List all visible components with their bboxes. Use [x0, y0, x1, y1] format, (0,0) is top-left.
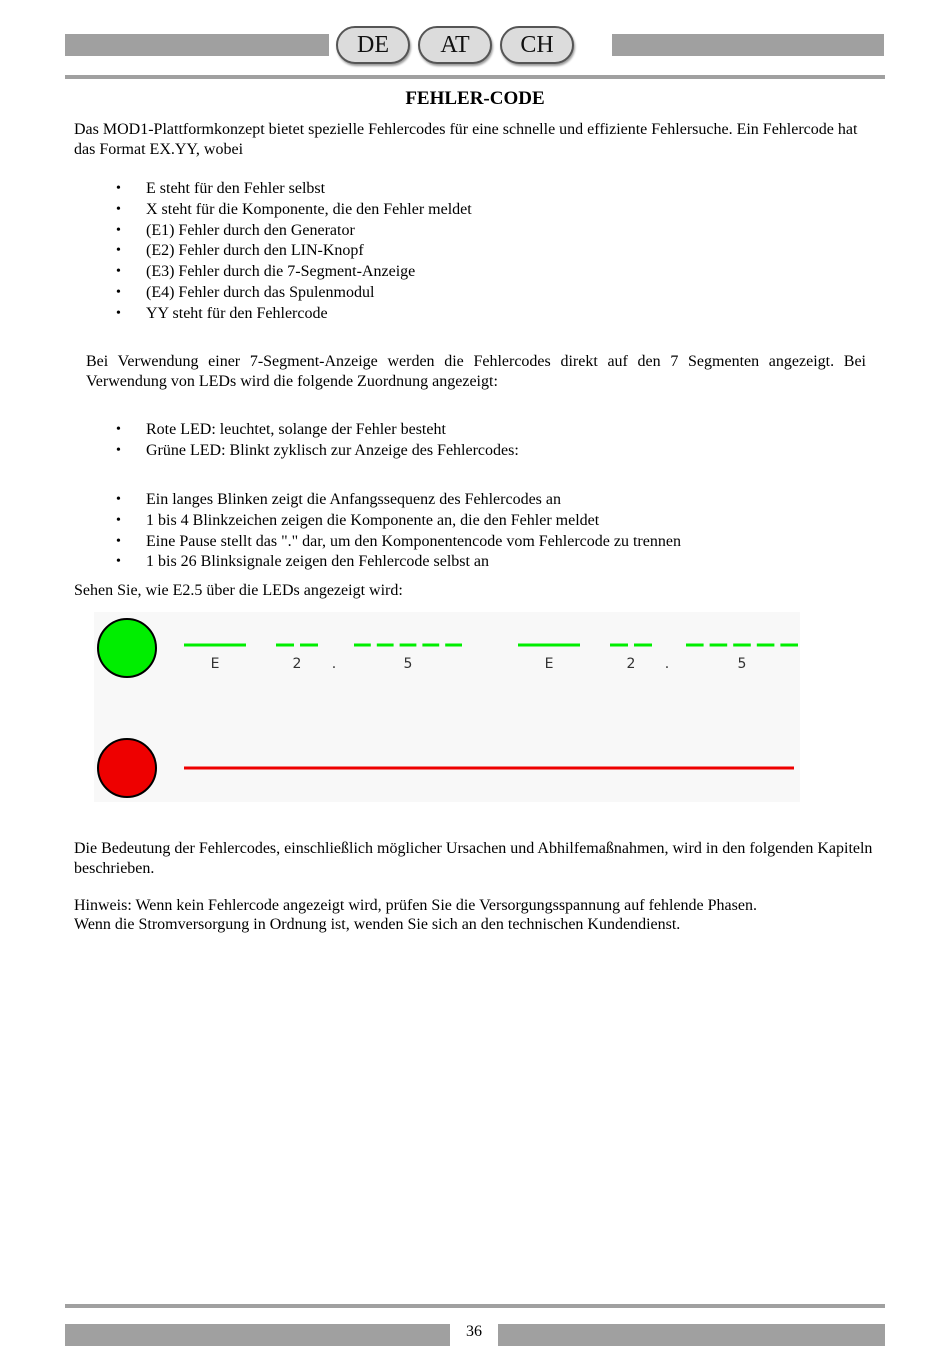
header-bar-right	[612, 34, 884, 56]
led-diagram-svg	[94, 612, 800, 802]
sequence-label: 5	[403, 656, 413, 672]
list-item: • 1 bis 4 Blinkzeichen zeigen die Komponente an, die den Fehler meldet	[74, 511, 874, 532]
list-item: • X steht für die Komponente, die den Fehler meldet	[74, 200, 874, 221]
note-line-2: Wenn die Stromversorgung in Ordnung ist, wenden Sie sich an den technischen Kundendienst.	[74, 916, 681, 933]
led-diagram	[94, 612, 800, 802]
sequence-label: .	[331, 656, 337, 672]
list-item: • Eine Pause stellt das "." dar, um den Komponentencode vom Fehlercode zu trennen	[74, 532, 874, 553]
sequence-label: .	[664, 656, 670, 672]
list-item: • (E2) Fehler durch den LIN-Knopf	[74, 241, 874, 262]
footer-rule	[65, 1304, 885, 1308]
country-badge-de: DE	[336, 26, 410, 64]
page-title: FEHLER-CODE	[405, 88, 545, 109]
country-badge-ch: CH	[500, 26, 574, 64]
meaning-paragraph: Die Bedeutung der Fehlercodes, einschließlich möglicher Ursachen und Abhilfemaßnahmen, wird in den folgenden Kapiteln beschrieben.	[74, 840, 873, 877]
format-list	[74, 179, 874, 325]
sequence-label: 2	[292, 656, 302, 672]
list-item: • E steht für den Fehler selbst	[74, 179, 874, 200]
list-item: • Rote LED: leuchtet, solange der Fehler besteht	[74, 420, 874, 441]
led-list	[74, 420, 874, 462]
country-badge-at: AT	[418, 26, 492, 64]
red-led-icon	[98, 739, 156, 797]
intro-paragraph: Das MOD1-Plattformkonzept bietet spezielle Fehlercodes für eine schnelle und effiziente Fehlersuche. Ein Fehlercode hat das Format EX.YY, wobei	[74, 121, 858, 158]
red-led-row	[98, 739, 794, 797]
sequence-label: 5	[737, 656, 747, 672]
list-item: • Grüne LED: Blinkt zyklisch zur Anzeige des Fehlercodes:	[74, 441, 874, 462]
header-rule	[65, 75, 885, 79]
list-item: • (E3) Fehler durch die 7-Segment-Anzeige	[74, 262, 874, 283]
display-paragraph: Bei Verwendung einer 7-Segment-Anzeige werden die Fehlercodes direkt auf den 7 Segmenten angezeigt. Bei Verwendung von LEDs wird die folgende Zuordnung angezeigt:	[86, 353, 866, 390]
green-sequence-labels	[211, 656, 747, 672]
list-item: • 1 bis 26 Blinksignale zeigen den Fehlercode selbst an	[74, 552, 874, 573]
sequence-label: E	[210, 656, 220, 672]
green-led-row	[98, 619, 156, 677]
header-bar-left	[65, 34, 329, 56]
list-item: • Ein langes Blinken zeigt die Anfangssequenz des Fehlercodes an	[74, 490, 874, 511]
sequence-label: 2	[626, 656, 636, 672]
example-intro: Sehen Sie, wie E2.5 über die LEDs angezeigt wird:	[74, 582, 403, 599]
footer-bar-right	[498, 1324, 885, 1346]
sequence-label: E	[544, 656, 554, 672]
note-line-1: Hinweis: Wenn kein Fehlercode angezeigt wird, prüfen Sie die Versorgungsspannung auf fehlende Phasen.	[74, 897, 757, 914]
page-number: 36	[466, 1323, 482, 1340]
list-item: • (E1) Fehler durch den Generator	[74, 221, 874, 242]
list-item: • (E4) Fehler durch das Spulenmodul	[74, 283, 874, 304]
blink-list	[74, 490, 874, 573]
list-item: • YY steht für den Fehlercode	[74, 304, 874, 325]
footer-bar-left	[65, 1324, 450, 1346]
green-led-icon	[98, 619, 156, 677]
